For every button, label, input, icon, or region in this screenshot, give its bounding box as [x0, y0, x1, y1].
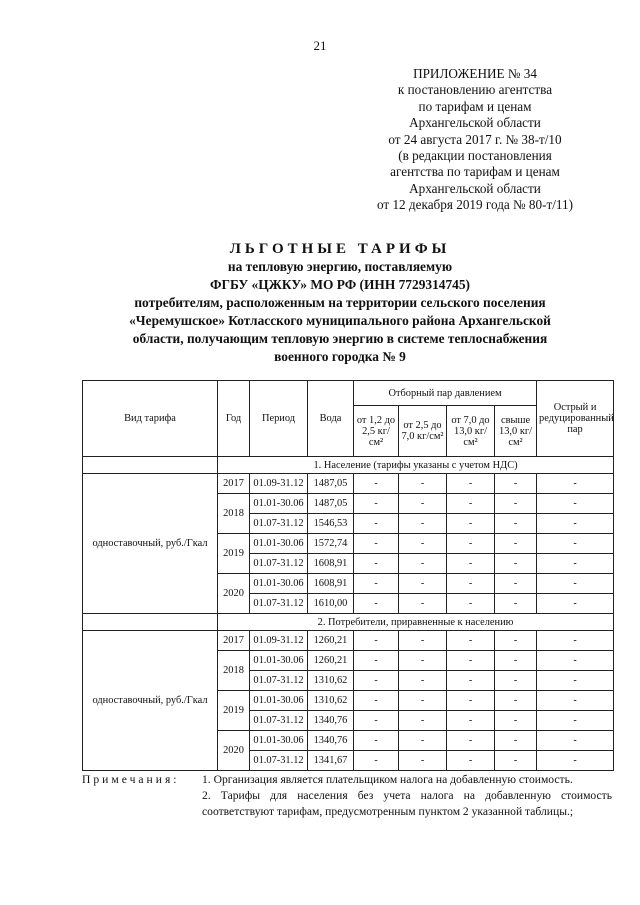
period-cell: 01.07-31.12	[250, 671, 308, 691]
dash-cell: -	[354, 731, 399, 751]
dash-cell: -	[354, 691, 399, 711]
year-cell: 2017	[218, 474, 250, 494]
dash-cell: -	[399, 494, 447, 514]
dash-cell: -	[399, 671, 447, 691]
dash-cell: -	[537, 534, 614, 554]
dash-cell: -	[354, 711, 399, 731]
dash-cell: -	[495, 631, 537, 651]
title-line: «Черемушское» Котласского муниципального района Архангельской	[129, 313, 551, 328]
water-value: 1340,76	[308, 731, 354, 751]
header-steam-4: свыше 13,0 кг/см²	[495, 406, 537, 457]
notes-list	[202, 772, 612, 820]
water-value: 1608,91	[308, 554, 354, 574]
title-main: ЛЬГОТНЫЕ ТАРИФЫ	[229, 241, 451, 257]
dash-cell: -	[354, 671, 399, 691]
year-cell: 2017	[218, 631, 250, 651]
appendix-line: по тарифам и ценам	[418, 98, 532, 114]
dash-cell: -	[537, 474, 614, 494]
dash-cell: -	[495, 574, 537, 594]
tariff-type-cell: одноставочный, руб./Гкал	[83, 474, 218, 614]
dash-cell: -	[495, 554, 537, 574]
appendix-line: агентства по тарифам и ценам	[390, 164, 560, 180]
water-value: 1260,21	[308, 631, 354, 651]
appendix-line: от 12 декабря 2019 года № 80-т/11)	[376, 197, 574, 213]
dash-cell: -	[447, 594, 495, 614]
dash-cell: -	[399, 751, 447, 771]
header-steam: Отборный пар давлением	[354, 381, 537, 406]
dash-cell: -	[447, 514, 495, 534]
year-cell: 2018	[218, 651, 250, 691]
period-cell: 01.09-31.12	[250, 474, 308, 494]
water-value: 1487,05	[308, 494, 354, 514]
dash-cell: -	[495, 474, 537, 494]
period-cell: 01.01-30.06	[250, 651, 308, 671]
dash-cell: -	[537, 494, 614, 514]
dash-cell: -	[537, 574, 614, 594]
dash-cell: -	[447, 554, 495, 574]
period-cell: 01.07-31.12	[250, 554, 308, 574]
dash-cell: -	[447, 574, 495, 594]
period-cell: 01.01-30.06	[250, 534, 308, 554]
dash-cell: -	[537, 711, 614, 731]
period-cell: 01.07-31.12	[250, 711, 308, 731]
header-steam-1: от 1,2 до 2,5 кг/см²	[354, 406, 399, 457]
water-value: 1341,67	[308, 751, 354, 771]
tariff-type-cell: одноставочный, руб./Гкал	[83, 631, 218, 771]
note-2: 2. Тарифы для населения без учета налога на добавленную стоимость соответствуют тарифам, предусмотренным пунктом 2 указанной таблицы.;	[202, 789, 612, 818]
dash-cell: -	[447, 751, 495, 771]
dash-cell: -	[354, 594, 399, 614]
period-cell: 01.01-30.06	[250, 691, 308, 711]
dash-cell: -	[447, 731, 495, 751]
header-steam-3: от 7,0 до 13,0 кг/см²	[447, 406, 495, 457]
dash-cell: -	[399, 554, 447, 574]
water-value: 1340,76	[308, 711, 354, 731]
water-value: 1572,74	[308, 534, 354, 554]
dash-cell: -	[447, 631, 495, 651]
appendix-line: от 24 августа 2017 г. № 38-т/10	[388, 131, 562, 147]
period-cell: 01.07-31.12	[250, 751, 308, 771]
year-cell: 2020	[218, 574, 250, 614]
year-cell: 2019	[218, 534, 250, 574]
dash-cell: -	[447, 534, 495, 554]
dash-cell: -	[354, 751, 399, 771]
tariff-table	[82, 380, 614, 771]
dash-cell: -	[495, 711, 537, 731]
water-value: 1608,91	[308, 574, 354, 594]
dash-cell: -	[537, 514, 614, 534]
header-year: Год	[218, 381, 250, 457]
dash-cell: -	[399, 691, 447, 711]
title-line: области, получающим тепловую энергию в системе теплоснабжения	[132, 331, 548, 346]
period-cell: 01.07-31.12	[250, 594, 308, 614]
dash-cell: -	[354, 514, 399, 534]
dash-cell: -	[495, 534, 537, 554]
dash-cell: -	[399, 731, 447, 751]
dash-cell: -	[399, 631, 447, 651]
year-cell: 2020	[218, 731, 250, 771]
dash-cell: -	[399, 711, 447, 731]
water-value: 1610,00	[308, 594, 354, 614]
appendix-line: Архангельской области	[409, 180, 541, 196]
dash-cell: -	[447, 494, 495, 514]
section-empty-cell	[83, 614, 218, 631]
dash-cell: -	[354, 631, 399, 651]
period-cell: 01.07-31.12	[250, 514, 308, 534]
dash-cell: -	[354, 534, 399, 554]
dash-cell: -	[537, 751, 614, 771]
dash-cell: -	[399, 651, 447, 671]
dash-cell: -	[537, 554, 614, 574]
note-1: 1. Организация является плательщиком налога на добавленную стоимость.	[202, 773, 573, 786]
dash-cell: -	[495, 651, 537, 671]
notes-label: Примечания:	[82, 773, 180, 786]
dash-cell: -	[354, 494, 399, 514]
title-line: потребителям, расположенным на территории сельского поселения	[134, 295, 546, 310]
year-cell: 2018	[218, 494, 250, 534]
year-cell: 2019	[218, 691, 250, 731]
dash-cell: -	[354, 554, 399, 574]
header-tariff-type: Вид тарифа	[83, 381, 218, 457]
dash-cell: -	[447, 474, 495, 494]
dash-cell: -	[495, 691, 537, 711]
dash-cell: -	[537, 651, 614, 671]
document-title	[60, 240, 620, 366]
header-sharp-steam: Острый и редуцированный пар	[537, 381, 614, 457]
dash-cell: -	[537, 594, 614, 614]
dash-cell: -	[399, 474, 447, 494]
dash-cell: -	[537, 631, 614, 651]
section-empty-cell	[83, 457, 218, 474]
appendix-line: ПРИЛОЖЕНИЕ № 34	[413, 66, 537, 81]
dash-cell: -	[495, 594, 537, 614]
dash-cell: -	[495, 514, 537, 534]
section-2-title: 2. Потребители, приравненные к населению	[218, 614, 614, 631]
section-1-title: 1. Население (тарифы указаны с учетом НДС)	[218, 457, 614, 474]
dash-cell: -	[354, 574, 399, 594]
period-cell: 01.09-31.12	[250, 631, 308, 651]
dash-cell: -	[495, 494, 537, 514]
dash-cell: -	[537, 691, 614, 711]
dash-cell: -	[447, 671, 495, 691]
dash-cell: -	[354, 651, 399, 671]
water-value: 1546,53	[308, 514, 354, 534]
appendix-line: к постановлению агентства	[397, 82, 553, 98]
dash-cell: -	[537, 671, 614, 691]
water-value: 1260,21	[308, 651, 354, 671]
page-number: 21	[313, 38, 327, 53]
dash-cell: -	[399, 534, 447, 554]
water-value: 1487,05	[308, 474, 354, 494]
dash-cell: -	[447, 691, 495, 711]
dash-cell: -	[495, 731, 537, 751]
dash-cell: -	[447, 711, 495, 731]
period-cell: 01.01-30.06	[250, 574, 308, 594]
dash-cell: -	[399, 594, 447, 614]
water-value: 1310,62	[308, 671, 354, 691]
dash-cell: -	[399, 574, 447, 594]
appendix-line: (в редакции постановления	[398, 148, 552, 164]
header-steam-2: от 2,5 до 7,0 кг/см²	[399, 406, 447, 457]
water-value: 1310,62	[308, 691, 354, 711]
title-line: военного городка № 9	[274, 349, 406, 364]
dash-cell: -	[399, 514, 447, 534]
dash-cell: -	[447, 651, 495, 671]
title-subtitle: на тепловую энергию, поставляемую	[227, 259, 453, 274]
appendix-line: Архангельской области	[409, 115, 541, 131]
title-organization: ФГБУ «ЦЖКУ» МО РФ (ИНН 7729314745)	[209, 277, 471, 292]
header-water: Вода	[308, 381, 354, 457]
appendix-header	[330, 66, 620, 214]
header-period: Период	[250, 381, 308, 457]
dash-cell: -	[354, 474, 399, 494]
dash-cell: -	[495, 671, 537, 691]
dash-cell: -	[495, 751, 537, 771]
period-cell: 01.01-30.06	[250, 494, 308, 514]
dash-cell: -	[537, 731, 614, 751]
period-cell: 01.01-30.06	[250, 731, 308, 751]
